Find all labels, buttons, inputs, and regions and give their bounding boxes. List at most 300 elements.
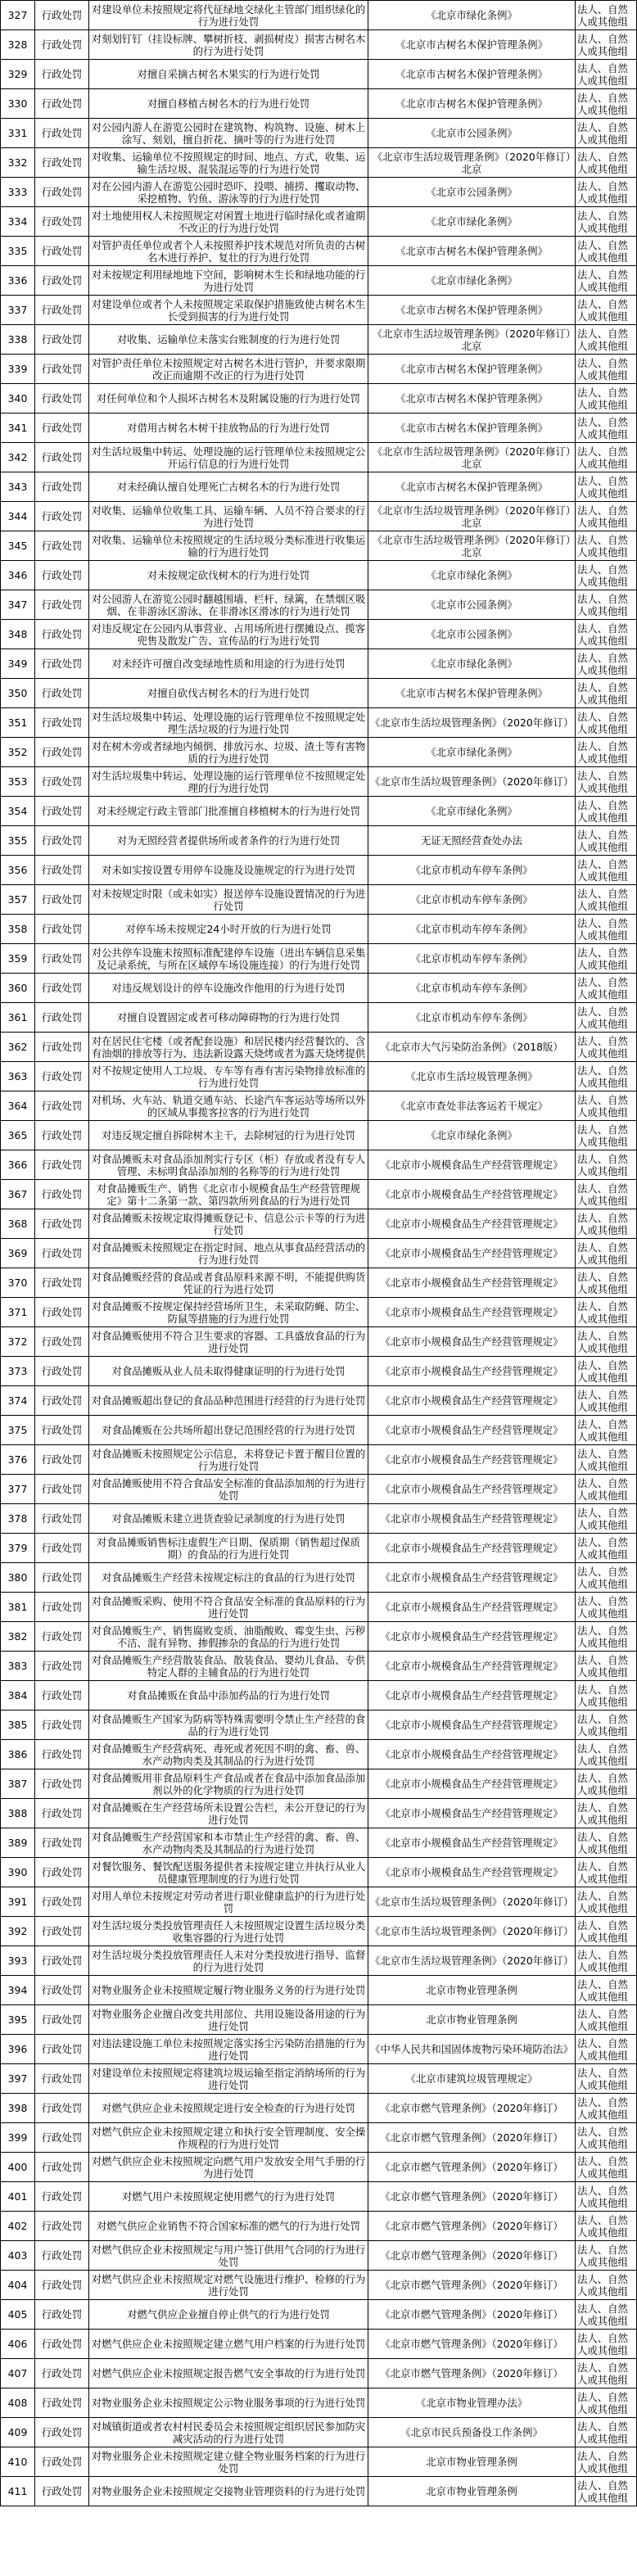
row-category-text: 行政处罚	[41, 1335, 83, 1348]
table-row	[1, 915, 637, 944]
row-subject	[576, 649, 637, 679]
row-legal-basis-text: 《北京市机动车停车条例》	[410, 923, 533, 935]
row-legal-basis-text: 《北京市小规模食品生产经营管理规定》	[380, 1188, 563, 1200]
row-number	[1, 1209, 35, 1239]
row-item-name-text: 对食品摊贩在公共场所超出登记范围经营的行为进行处罚	[102, 1424, 355, 1436]
row-subject-text: 法人、自然人或其他组	[577, 975, 628, 1001]
row-number-text: 347	[7, 599, 28, 611]
row-number-text: 365	[7, 1129, 28, 1141]
row-number	[1, 1917, 35, 1946]
row-item-name	[89, 237, 368, 266]
row-legal-basis	[368, 1740, 576, 1769]
row-category-text: 行政处罚	[41, 1041, 83, 1053]
row-subject	[576, 2477, 637, 2506]
row-number	[1, 1622, 35, 1652]
row-item-name-text: 对生活垃圾集中转运、处理设施的运行管理单位不按照规定处理的行为进行处罚	[91, 769, 366, 794]
row-number	[1, 2123, 35, 2153]
row-category-text: 行政处罚	[41, 628, 83, 640]
row-subject	[576, 826, 637, 856]
row-item-name	[89, 590, 368, 620]
row-item-name	[89, 89, 368, 119]
row-item-name	[89, 2182, 368, 2212]
row-category	[35, 502, 89, 531]
row-subject	[576, 1416, 637, 1445]
row-legal-basis-text: 北京市物业管理条例	[426, 2485, 517, 2497]
row-legal-basis	[368, 472, 576, 502]
row-item-name-text: 对收集、运输单位未按照规定的生活垃圾分类标准进行收集运输的行为进行处罚	[91, 533, 366, 558]
row-item-name-text: 对公园游人在游览公园时翻越围墙、栏杆、绿篱，在禁烟区吸烟、在非游泳区游泳、在非滑冰区滑冰的行为进行处罚	[91, 592, 366, 617]
row-number	[1, 2035, 35, 2064]
row-subject-text: 法人、自然人或其他组	[577, 533, 628, 558]
row-legal-basis	[368, 1298, 576, 1327]
row-legal-basis-text: 《北京市古树名木保护管理条例》	[395, 245, 548, 257]
row-category-text: 行政处罚	[41, 1778, 83, 1790]
row-subject-text: 法人、自然人或其他组	[577, 61, 628, 87]
row-category	[35, 915, 89, 944]
row-legal-basis-text: 《北京市燃气管理条例》（2020年修订）	[380, 2338, 563, 2350]
row-item-name-text: 对食品摊贩用非食品原料生产食品或者在食品中添加食品添加剂以外的化学物质的行为进行处罚	[91, 1771, 366, 1796]
row-item-name	[89, 2153, 368, 2182]
row-number-text: 387	[7, 1778, 28, 1790]
row-category-text: 行政处罚	[41, 304, 83, 316]
row-number-text: 357	[7, 893, 28, 906]
row-number-text: 352	[7, 746, 28, 758]
row-subject	[576, 355, 637, 384]
row-subject-text: 法人、自然人或其他组	[577, 445, 628, 470]
row-category-text: 行政处罚	[41, 1011, 83, 1024]
row-item-name-text: 对土地使用权人未按照规定对闲置土地进行临时绿化或者逾期不改正的行为进行处罚	[91, 209, 366, 234]
row-number-text: 350	[7, 687, 28, 699]
row-number	[1, 1416, 35, 1445]
row-category	[35, 1534, 89, 1563]
row-number	[1, 915, 35, 944]
row-category-text: 行政处罚	[41, 245, 83, 257]
table-row	[1, 1917, 637, 1946]
row-number	[1, 2300, 35, 2330]
row-subject	[576, 1828, 637, 1858]
row-legal-basis	[368, 148, 576, 178]
row-number-text: 411	[7, 2485, 28, 2497]
table-row	[1, 2447, 637, 2477]
row-subject	[576, 1475, 637, 1504]
row-number-text: 339	[7, 363, 28, 375]
row-item-name-text: 对生活垃圾分类投放管理责任人未按照规定设置生活垃圾分类收集容器的行为进行处罚	[91, 1918, 366, 1944]
row-item-name	[89, 1946, 368, 1976]
row-category-text: 行政处罚	[41, 127, 83, 139]
table-row	[1, 325, 637, 355]
row-subject	[576, 1887, 637, 1917]
row-number	[1, 30, 35, 60]
row-number	[1, 561, 35, 590]
row-subject	[576, 1622, 637, 1652]
row-legal-basis-text: 《北京市小规模食品生产经营管理规定》	[380, 1159, 563, 1171]
row-category	[35, 384, 89, 414]
row-subject-text: 法人、自然人或其他组	[577, 2, 628, 28]
row-number	[1, 1828, 35, 1858]
row-category-text: 行政处罚	[41, 1925, 83, 1937]
table-row	[1, 148, 637, 178]
row-category	[35, 649, 89, 679]
row-subject-text: 法人、自然人或其他组	[577, 2154, 628, 2180]
row-item-name-text: 对食品摊贩采购、使用不符合食品安全标准的食品原料的行为进行处罚	[91, 1594, 366, 1620]
table-row	[1, 296, 637, 325]
row-legal-basis-text: 《北京市小规模食品生产经营管理规定》	[380, 1601, 563, 1613]
row-category	[35, 590, 89, 620]
row-legal-basis-text: 《北京市小规模食品生产经营管理规定》	[380, 1837, 563, 1849]
row-category	[35, 1475, 89, 1504]
row-number	[1, 1681, 35, 1711]
row-category-text: 行政处罚	[41, 1837, 83, 1849]
row-subject-text: 法人、自然人或其他组	[577, 504, 628, 529]
table-row	[1, 531, 637, 561]
row-subject-text: 法人、自然人或其他组	[577, 91, 628, 116]
row-legal-basis	[368, 384, 576, 414]
row-subject	[576, 1799, 637, 1828]
row-number-text: 405	[7, 2308, 28, 2321]
table-row	[1, 708, 637, 738]
row-number	[1, 531, 35, 561]
row-item-name-text: 对建设单位未按照规定将建筑垃圾运输至指定消纳场所的行为进行处罚	[91, 2066, 366, 2091]
row-legal-basis-text: 《北京市古树名木保护管理条例》	[395, 38, 548, 51]
row-item-name	[89, 1504, 368, 1534]
row-subject-text: 法人、自然人或其他组	[577, 710, 628, 735]
row-category	[35, 2359, 89, 2388]
row-category	[35, 1209, 89, 1239]
row-legal-basis	[368, 2271, 576, 2300]
row-legal-basis-text: 《北京市小规模食品生产经营管理规定》	[380, 1453, 563, 1466]
row-legal-basis-text: 《北京市小规模食品生产经营管理规定》	[380, 1719, 563, 1731]
row-number-text: 366	[7, 1159, 28, 1171]
row-item-name-text: 对未按规定砍伐树木的行为进行处罚	[147, 569, 310, 581]
row-subject-text: 法人、自然人或其他组	[577, 1977, 628, 2003]
row-item-name	[89, 355, 368, 384]
row-number-text: 399	[7, 2131, 28, 2144]
row-item-name	[89, 1003, 368, 1033]
row-legal-basis	[368, 1946, 576, 1976]
row-number	[1, 1386, 35, 1416]
row-number	[1, 974, 35, 1003]
row-category	[35, 178, 89, 207]
row-legal-basis	[368, 60, 576, 89]
row-legal-basis	[368, 266, 576, 296]
row-category	[35, 2035, 89, 2064]
table-row	[1, 1268, 637, 1298]
row-subject	[576, 207, 637, 237]
row-legal-basis	[368, 2005, 576, 2035]
row-legal-basis-text: 《北京市绿化条例》	[426, 9, 517, 21]
row-subject-text: 法人、自然人或其他组	[577, 1594, 628, 1620]
row-item-name-text: 对收集、运输单位不按照规定的时间、地点、方式，收集、运输生活垃圾、混装混运等的行为进行处罚	[91, 150, 366, 175]
row-legal-basis-text: 《北京市小规模食品生产经营管理规定》	[380, 1365, 563, 1377]
row-item-name-text: 对未如实按设置专用停车设施及设施规定的行为进行处罚	[102, 864, 355, 876]
table-row	[1, 1416, 637, 1445]
row-category	[35, 974, 89, 1003]
row-legal-basis	[368, 2064, 576, 2094]
row-item-name-text: 对食品摊贩从业人员未取得健康证明的行为进行处罚	[111, 1365, 346, 1377]
row-subject	[576, 1593, 637, 1622]
row-number-text: 394	[7, 1984, 28, 1996]
row-number-text: 400	[7, 2161, 28, 2173]
row-legal-basis	[368, 325, 576, 355]
row-subject	[576, 1652, 637, 1681]
row-item-name-text: 对物业服务企业未按照规定履行物业服务义务的行为进行处罚	[91, 1984, 366, 1996]
row-subject-text: 法人、自然人或其他组	[577, 297, 628, 323]
row-subject-text: 法人、自然人或其他组	[577, 1270, 628, 1295]
row-legal-basis-text: 《北京市查处非法客运若干规定》	[395, 1100, 548, 1112]
row-legal-basis	[368, 1033, 576, 1062]
row-item-name	[89, 2477, 368, 2506]
row-category-text: 行政处罚	[41, 1306, 83, 1318]
row-subject-text: 法人、自然人或其他组	[577, 563, 628, 588]
row-subject-text: 法人、自然人或其他组	[577, 1358, 628, 1384]
row-number	[1, 885, 35, 915]
row-category	[35, 1298, 89, 1327]
row-number-text: 402	[7, 2220, 28, 2232]
table-row	[1, 60, 637, 89]
row-number-text: 335	[7, 245, 28, 257]
row-legal-basis	[368, 1386, 576, 1416]
row-subject-text: 法人、自然人或其他组	[577, 1329, 628, 1354]
row-item-name-text: 对食品摊贩未按规定取得摊贩登记卡、信息公示卡等的行为进行处罚	[91, 1211, 366, 1236]
row-subject	[576, 974, 637, 1003]
row-item-name-text: 对燃气供应企业销售不符合国家标准的燃气的行为进行处罚	[96, 2220, 361, 2232]
row-subject-text: 法人、自然人或其他组	[577, 1830, 628, 1855]
row-number-text: 398	[7, 2102, 28, 2114]
row-legal-basis	[368, 944, 576, 974]
row-category	[35, 1239, 89, 1268]
row-subject	[576, 1917, 637, 1946]
row-item-name	[89, 1563, 368, 1593]
row-category	[35, 826, 89, 856]
row-legal-basis-text: 《北京市古树名木保护管理条例》	[395, 422, 548, 434]
row-item-name	[89, 679, 368, 708]
row-number-text: 356	[7, 864, 28, 876]
row-number-text: 367	[7, 1188, 28, 1200]
row-legal-basis-text: 《北京市燃气管理条例》（2020年修订）	[380, 2102, 563, 2114]
row-category	[35, 708, 89, 738]
row-subject	[576, 60, 637, 89]
row-category-text: 行政处罚	[41, 1630, 83, 1643]
row-legal-basis-text: 《北京市绿化条例》	[426, 805, 517, 817]
row-subject-text: 法人、自然人或其他组	[577, 916, 628, 942]
row-number-text: 383	[7, 1660, 28, 1672]
row-number-text: 348	[7, 628, 28, 640]
row-subject-text: 法人、自然人或其他组	[577, 238, 628, 264]
row-category	[35, 767, 89, 797]
row-category	[35, 1887, 89, 1917]
row-subject-text: 法人、自然人或其他组	[577, 2095, 628, 2121]
row-subject	[576, 2064, 637, 2094]
row-subject-text: 法人、自然人或其他组	[577, 2449, 628, 2474]
row-legal-basis-text: 《北京市古树名木保护管理条例》	[395, 392, 548, 404]
row-item-name-text: 对食品摊贩生产、销售《北京市小规模食品生产经营管理规定》第十二条第一款、第四款所列食品的行为进行处罚	[96, 1182, 361, 1207]
row-number-text: 407	[7, 2367, 28, 2379]
row-number-text: 363	[7, 1070, 28, 1082]
row-item-name-text: 对食品摊贩未按照规定在指定时间、地点从事食品经营活动的行为进行处罚	[91, 1241, 366, 1266]
row-legal-basis-text: 《北京市燃气管理条例》（2020年修订）	[380, 2367, 563, 2379]
row-number	[1, 590, 35, 620]
row-number-text: 368	[7, 1218, 28, 1230]
row-item-name	[89, 2330, 368, 2359]
row-category	[35, 620, 89, 649]
row-legal-basis-text: 《北京市燃气管理条例》（2020年修订）	[380, 2279, 563, 2291]
row-category-text: 行政处罚	[41, 451, 83, 463]
row-category-text: 行政处罚	[41, 1896, 83, 1908]
row-number	[1, 1091, 35, 1121]
row-legal-basis-text: 《北京市古树名木保护管理条例》	[395, 687, 548, 699]
row-item-name-text: 对食品摊贩生产经营病死、毒死或者死因不明的禽、畜、兽、水产动物肉类及其制品的行为进行处罚	[91, 1742, 366, 1767]
row-legal-basis	[368, 1239, 576, 1268]
row-legal-basis	[368, 531, 576, 561]
row-subject-text: 法人、自然人或其他组	[577, 2213, 628, 2239]
table-row	[1, 2005, 637, 2035]
row-legal-basis-text: 《北京市古树名木保护管理条例》	[395, 97, 548, 110]
row-item-name-text: 对违法建设施工单位未按照规定落实扬尘污染防治措施的行为进行处罚	[91, 2036, 366, 2062]
row-item-name-text: 对未经规定行政主管部门批准擅自移植树木的行为进行处罚	[96, 805, 361, 817]
table-row	[1, 443, 637, 472]
row-category	[35, 1327, 89, 1357]
row-category-text: 行政处罚	[41, 893, 83, 906]
row-item-name-text: 对物业服务企业未按照规定建立健全物业服务档案的行为进行处罚	[91, 2449, 366, 2474]
row-category-text: 行政处罚	[41, 2456, 83, 2468]
row-subject-text: 法人、自然人或其他组	[577, 739, 628, 765]
row-number	[1, 2241, 35, 2271]
row-legal-basis	[368, 1917, 576, 1946]
row-category	[35, 2447, 89, 2477]
row-subject-text: 法人、自然人或其他组	[577, 1476, 628, 1502]
row-legal-basis-text: 《北京市大气污染防治条例》（2018版）	[380, 1041, 563, 1053]
row-number-text: 371	[7, 1306, 28, 1318]
row-category-text: 行政处罚	[41, 1453, 83, 1466]
row-category-text: 行政处罚	[41, 1218, 83, 1230]
row-subject-text: 法人、自然人或其他组	[577, 2243, 628, 2268]
row-number-text: 331	[7, 127, 28, 139]
row-subject	[576, 1386, 637, 1416]
row-subject-text: 法人、自然人或其他组	[577, 1123, 628, 1148]
table-row	[1, 1652, 637, 1681]
table-row	[1, 1091, 637, 1121]
row-subject-text: 法人、自然人或其他组	[577, 1093, 628, 1119]
table-row	[1, 1976, 637, 2005]
row-subject	[576, 2035, 637, 2064]
row-subject-text: 法人、自然人或其他组	[577, 179, 628, 205]
row-item-name-text: 对管护责任单位未按照规定对古树名木进行管护，并要求限期改正而逾期不改正的行为进行处罚	[91, 356, 366, 382]
row-number-text: 406	[7, 2338, 28, 2350]
row-legal-basis-text: 《北京市小规模食品生产经营管理规定》	[380, 1247, 563, 1259]
row-item-name	[89, 60, 368, 89]
row-subject-text: 法人、自然人或其他组	[577, 415, 628, 441]
row-subject	[576, 472, 637, 502]
row-number	[1, 1740, 35, 1769]
row-subject	[576, 679, 637, 708]
row-item-name	[89, 384, 368, 414]
row-legal-basis-text: 《北京市小规模食品生产经营管理规定》	[380, 1335, 563, 1348]
row-number-text: 391	[7, 1896, 28, 1908]
row-number-text: 344	[7, 510, 28, 522]
row-item-name	[89, 266, 368, 296]
table-row	[1, 119, 637, 148]
table-row	[1, 178, 637, 207]
table-row	[1, 1799, 637, 1828]
row-category-text: 行政处罚	[41, 1866, 83, 1878]
row-subject	[576, 1298, 637, 1327]
row-item-name	[89, 1357, 368, 1386]
row-item-name	[89, 826, 368, 856]
table-row	[1, 237, 637, 266]
row-category-text: 行政处罚	[41, 2249, 83, 2262]
row-category-text: 行政处罚	[41, 1512, 83, 1525]
row-category	[35, 1799, 89, 1828]
row-number-text: 370	[7, 1277, 28, 1289]
row-number	[1, 738, 35, 767]
row-subject	[576, 2388, 637, 2418]
row-subject-text: 法人、自然人或其他组	[577, 2007, 628, 2032]
row-subject	[576, 561, 637, 590]
row-subject-text: 法人、自然人或其他组	[577, 268, 628, 293]
row-number	[1, 2477, 35, 2506]
table-row	[1, 1033, 637, 1062]
row-subject	[576, 1091, 637, 1121]
row-legal-basis	[368, 826, 576, 856]
row-legal-basis	[368, 2330, 576, 2359]
row-category-text: 行政处罚	[41, 716, 83, 729]
row-subject-text: 法人、自然人或其他组	[577, 2272, 628, 2298]
row-category-text: 行政处罚	[41, 274, 83, 287]
row-subject	[576, 1445, 637, 1475]
table-row	[1, 355, 637, 384]
row-item-name	[89, 531, 368, 561]
row-item-name-text: 对食品摊贩经营的食品或者食品原料来源不明，不能提供购货凭证的行为进行处罚	[91, 1270, 366, 1295]
row-number-text: 375	[7, 1424, 28, 1436]
row-legal-basis	[368, 767, 576, 797]
row-category	[35, 325, 89, 355]
row-legal-basis	[368, 443, 576, 472]
row-item-name	[89, 1622, 368, 1652]
row-legal-basis-text: 《北京市绿化条例》	[426, 215, 517, 228]
row-subject	[576, 414, 637, 443]
row-legal-basis-text: 《北京市生活垃圾管理条例》（2020年修订）	[370, 1955, 573, 1967]
row-number-text: 337	[7, 304, 28, 316]
row-legal-basis-text: 《北京市小规模食品生产经营管理规定》	[380, 1660, 563, 1672]
row-subject	[576, 178, 637, 207]
table-row	[1, 1828, 637, 1858]
row-item-name	[89, 767, 368, 797]
row-item-name	[89, 443, 368, 472]
row-number	[1, 1976, 35, 2005]
row-category	[35, 1681, 89, 1711]
row-category-text: 行政处罚	[41, 2308, 83, 2321]
table-row	[1, 974, 637, 1003]
row-legal-basis	[368, 237, 576, 266]
table-row	[1, 472, 637, 502]
row-number-text: 409	[7, 2426, 28, 2438]
row-category-text: 行政处罚	[41, 805, 83, 817]
table-row	[1, 885, 637, 915]
row-item-name	[89, 2359, 368, 2388]
row-number-text: 403	[7, 2249, 28, 2262]
row-subject-text: 法人、自然人或其他组	[577, 1712, 628, 1738]
row-legal-basis-text: 无证无照经营查处办法	[421, 834, 522, 847]
row-category-text: 行政处罚	[41, 68, 83, 80]
row-category	[35, 237, 89, 266]
row-subject	[576, 89, 637, 119]
row-legal-basis-text: 《北京市公园条例》	[426, 186, 517, 198]
table-row	[1, 2153, 637, 2182]
row-category	[35, 1976, 89, 2005]
row-subject	[576, 738, 637, 767]
row-subject	[576, 2418, 637, 2447]
row-number	[1, 148, 35, 178]
